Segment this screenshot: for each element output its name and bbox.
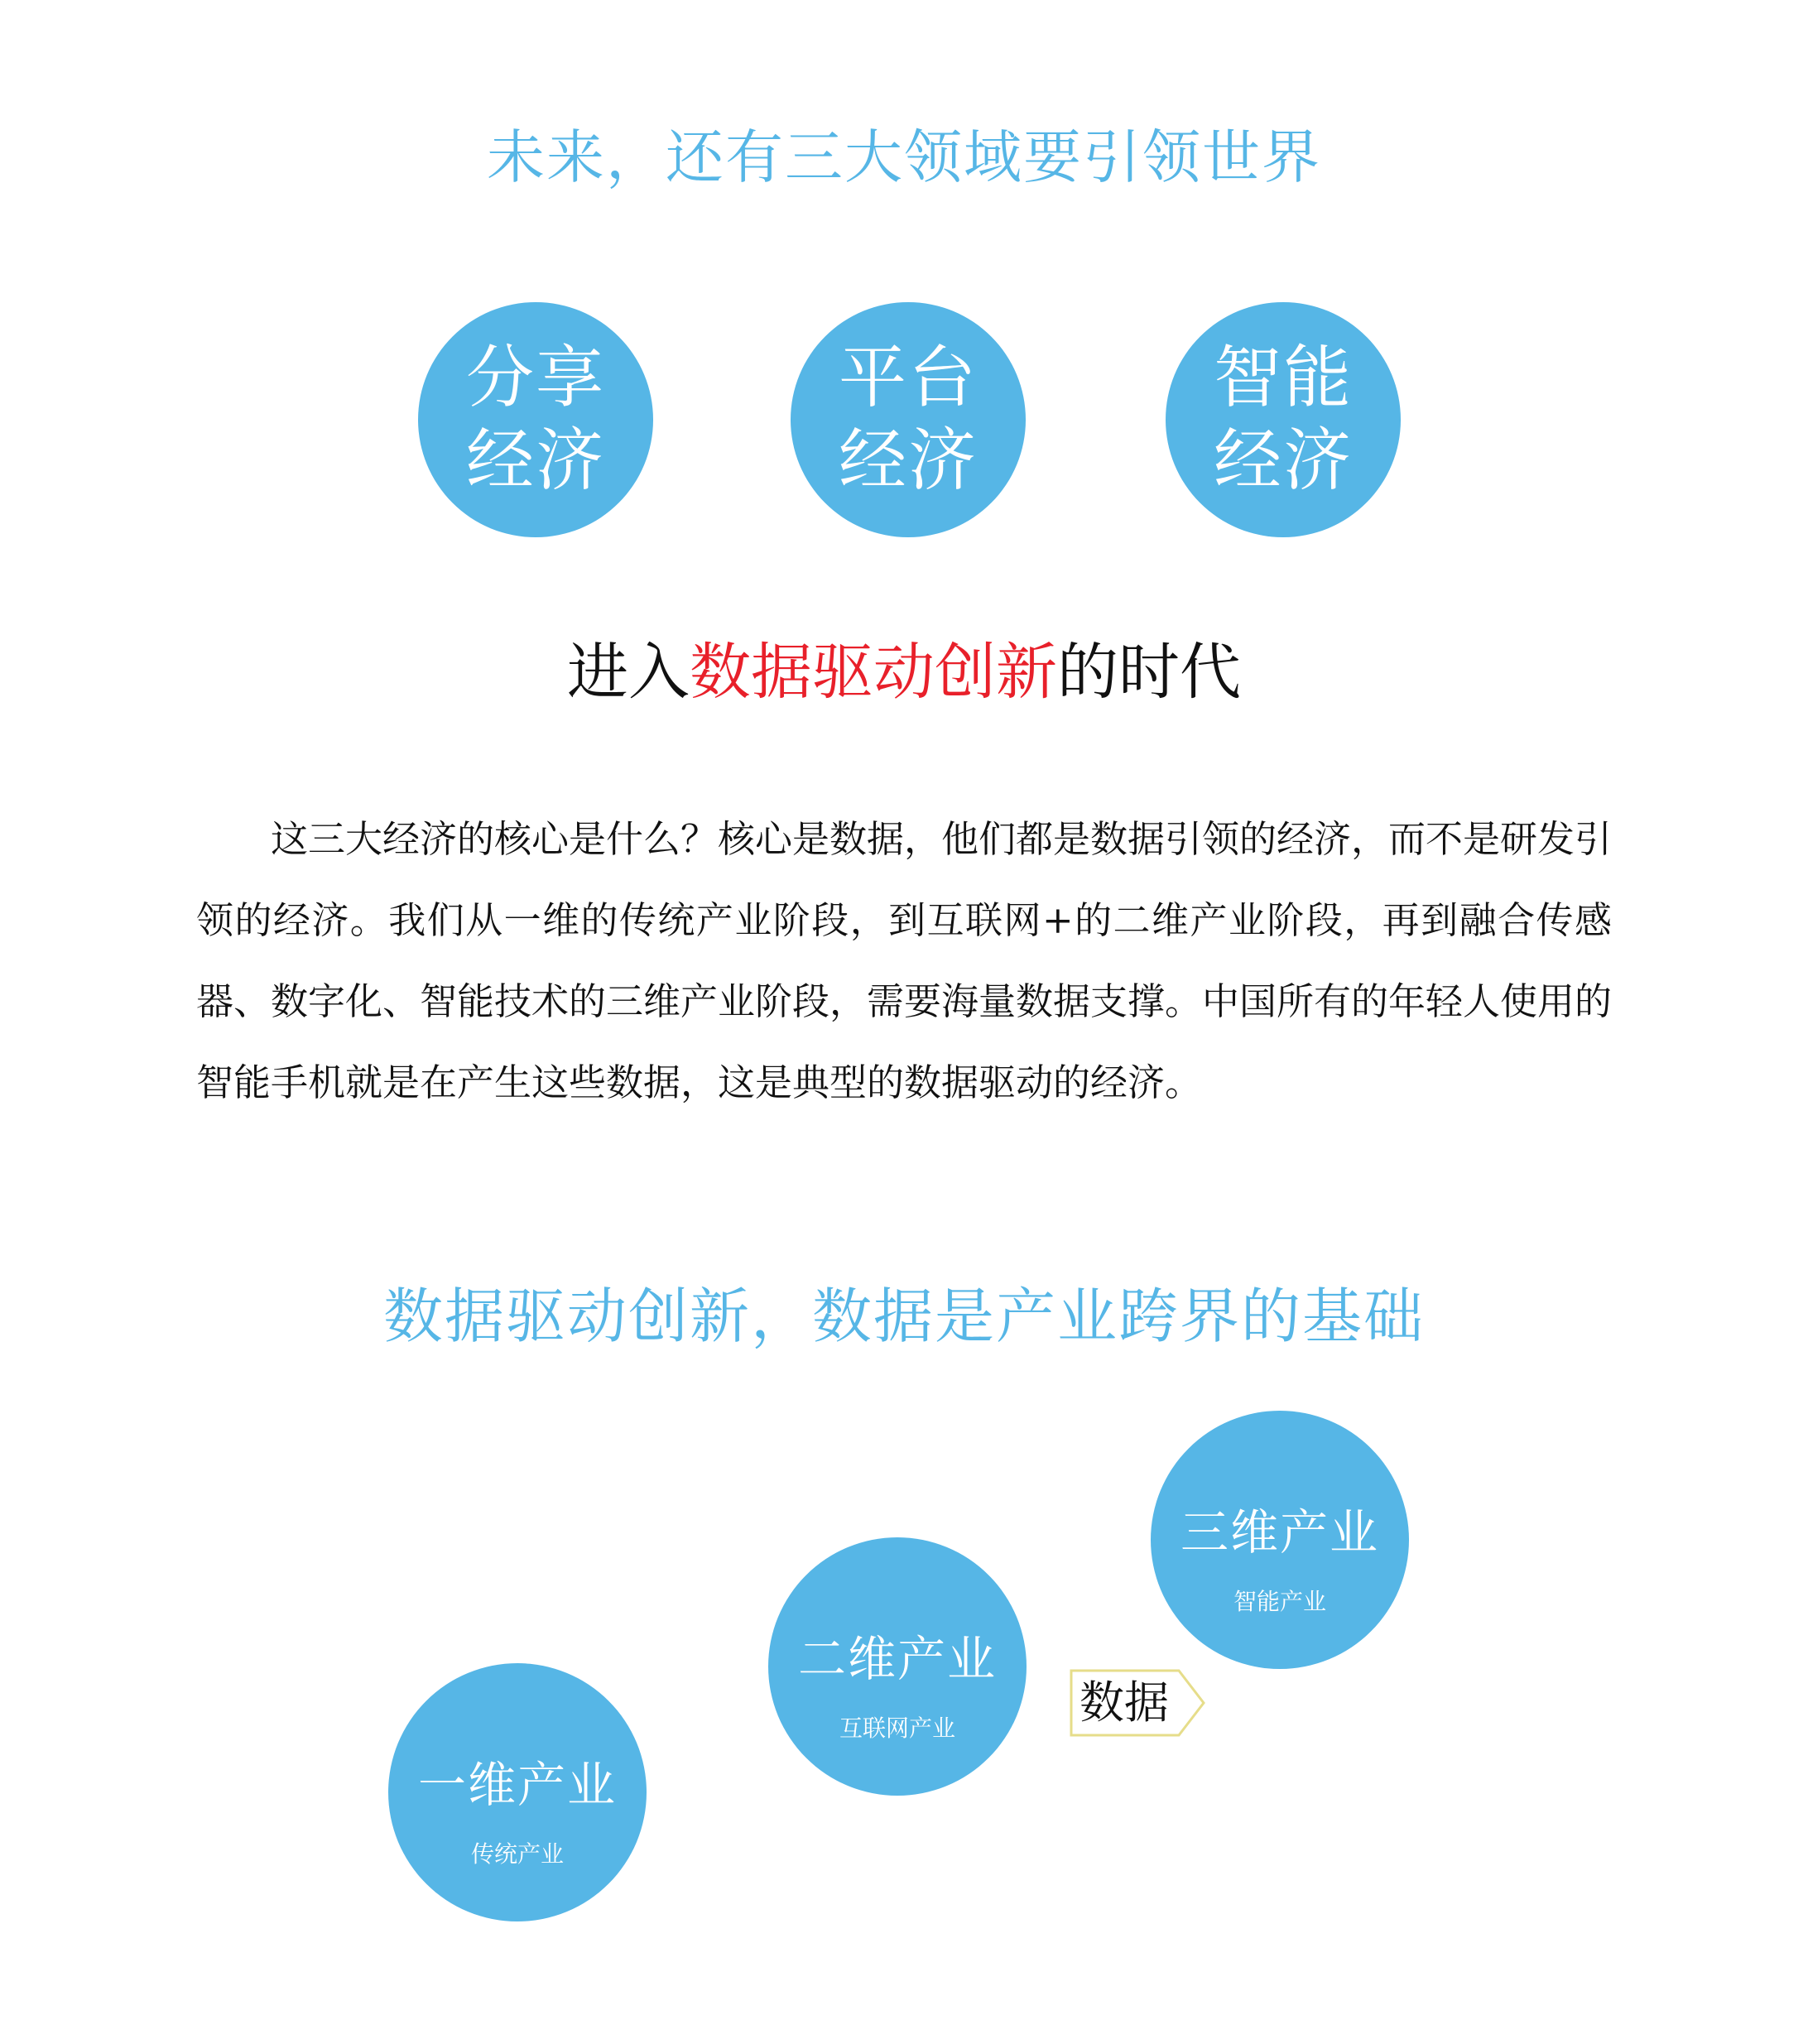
circle-line2: 经济 bbox=[838, 421, 978, 500]
circle-line1: 分享 bbox=[465, 339, 605, 417]
industry-title: 三维产业 bbox=[1180, 1504, 1379, 1561]
section-title-data-driven: 数据驱动创新，数据是产业跨界的基础 bbox=[382, 1282, 1425, 1351]
circle-line2: 经济 bbox=[465, 421, 605, 500]
industry-subtitle: 传统产业 bbox=[470, 1840, 564, 1868]
title-prefix: 进入 bbox=[567, 637, 690, 708]
industry-circle-2d bbox=[768, 1537, 1027, 1796]
circle-line2: 经济 bbox=[1213, 421, 1353, 500]
circle-line1: 智能 bbox=[1213, 339, 1353, 417]
data-arrow-label: 数据 bbox=[1080, 1676, 1169, 1729]
circle-line1: 平台 bbox=[838, 339, 978, 417]
industry-subtitle: 智能产业 bbox=[1233, 1588, 1326, 1615]
title-highlight: 数据驱动创新 bbox=[690, 637, 1057, 708]
platform-economy-circle bbox=[791, 302, 1026, 537]
industry-title: 一维产业 bbox=[417, 1757, 617, 1813]
sharing-economy-circle bbox=[418, 302, 653, 537]
industry-circle-3d bbox=[1151, 1411, 1409, 1669]
industry-circle-1d bbox=[388, 1663, 647, 1921]
industry-subtitle: 互联网产业 bbox=[839, 1715, 955, 1742]
data-arrow-tag bbox=[1070, 1669, 1207, 1737]
title-suffix: 的时代 bbox=[1057, 637, 1241, 708]
section-title-data-era bbox=[0, 631, 1808, 714]
body-paragraph: 这三大经济的核心是什么？核心是数据，他们都是数据引领的经济，而不是研发引领的经济。我们从一维的传统产业阶段，到互联网+的二维产业阶段，再到融合传感器、数字化、智能技术的三维产业阶段，需要海量数据支撑。中国所有的年轻人使用的智能手机就是在产生这些数据，这是典型的数据驱动的经济。 bbox=[196, 817, 1613, 1104]
industry-title: 二维产业 bbox=[797, 1631, 997, 1687]
smart-economy-circle bbox=[1166, 302, 1401, 537]
section-title-future: 未来，还有三大领域要引领世界 bbox=[487, 123, 1321, 191]
